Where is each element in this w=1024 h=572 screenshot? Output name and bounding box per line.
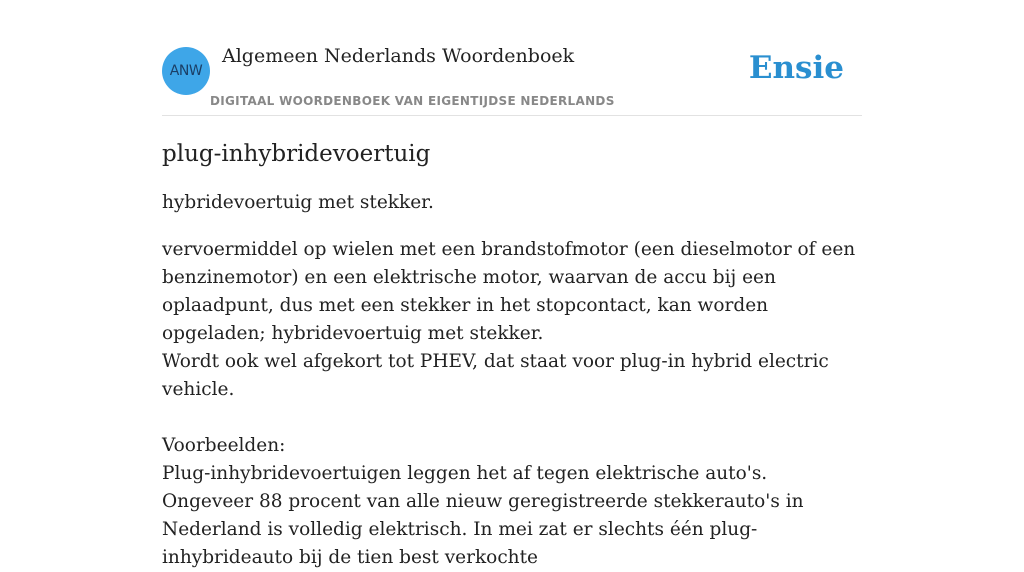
entry-headword: plug-inhybridevoertuig [162, 141, 431, 167]
anw-logo[interactable]: ANW [162, 47, 210, 95]
definition-note: Wordt ook wel afgekort tot PHEV, dat staat voor plug-in hybrid electric vehicle. [162, 351, 829, 400]
short-definition: hybridevoertuig met stekker. [162, 192, 434, 213]
examples-label: Voorbeelden: [162, 435, 286, 456]
paragraph-spacer [162, 404, 862, 432]
example-text: Plug-inhybridevoertuigen leggen het af tegen elektrische auto's. Ongeveer 88 procent van alle nieuw geregistreerde stekkerauto's in Nederland is volledig elektrisch. In mei zat er slechts één plug-inhybrideauto bij de tien best verkochte [162, 463, 804, 568]
site-header [162, 0, 862, 116]
definition-text: vervoermiddel op wielen met een brandstofmotor (een dieselmotor of een benzinemotor) en een elektrische motor, waarvan de accu bij een oplaadpunt, dus met een stekker in het stopcontact, kan worden opgeladen; hybridevoertuig met stekker. [162, 239, 856, 344]
site-subtitle: DIGITAAL WOORDENBOEK VAN EIGENTIJDSE NEDERLANDS [210, 94, 615, 108]
entry-content [162, 138, 862, 572]
site-title[interactable]: Algemeen Nederlands Woordenboek [222, 45, 575, 67]
ensie-brand-logo[interactable]: Ensie [748, 50, 844, 86]
full-definition [162, 236, 862, 572]
